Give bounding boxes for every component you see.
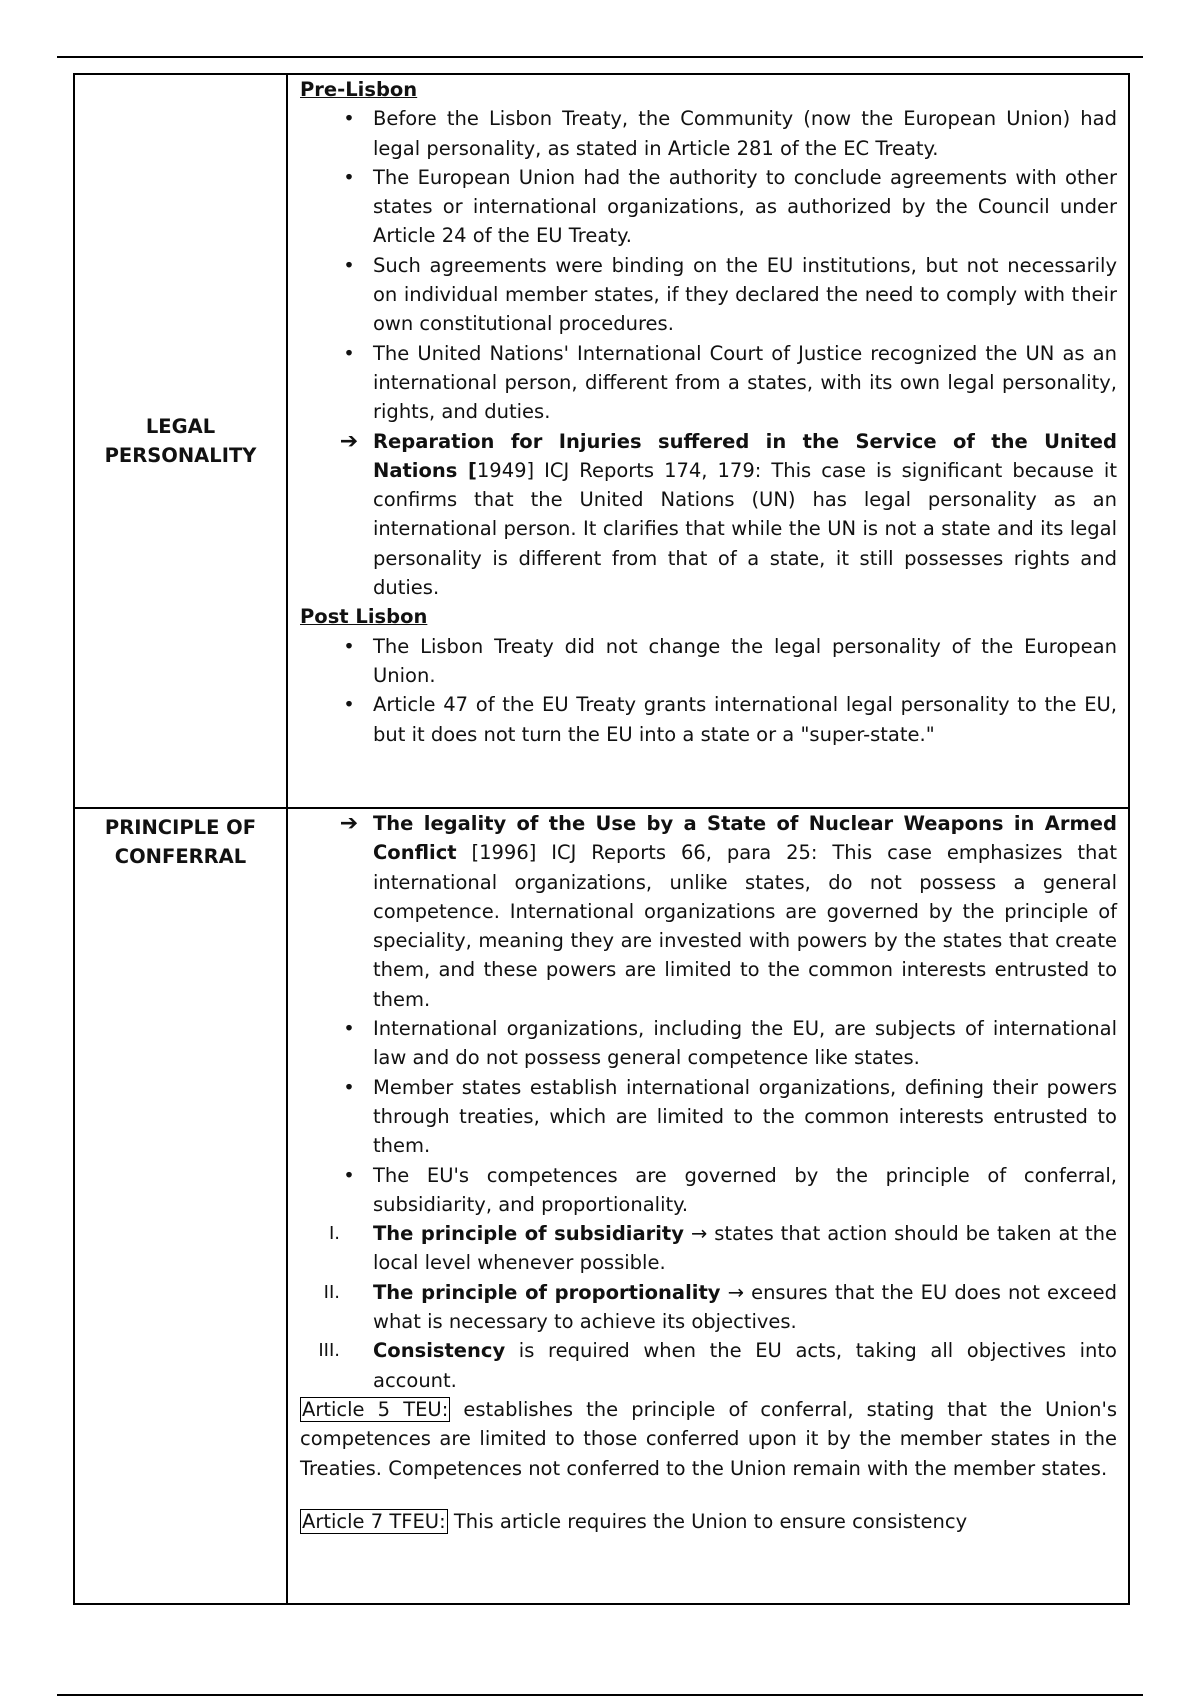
numbered-item: III. Consistency is required when the EU acts, taking all objectives into account. (300, 1336, 1117, 1395)
conferral-list (300, 809, 1117, 1395)
notes-table (73, 73, 1130, 1605)
pre-lisbon-heading: Pre-Lisbon (300, 78, 418, 101)
bullet-icon: • (343, 1017, 355, 1041)
arrow-icon: → (720, 1280, 752, 1304)
list-item: • Member states establish international organizations, defining their powers through treaties, which are limited to the common interests entrusted to them. (300, 1073, 1117, 1161)
list-item: • Such agreements were binding on the EU institutions, but not necessarily on individual member states, if they declared the need to comply with their own constitutional procedures. (300, 251, 1117, 339)
table-row-conferral (74, 808, 1129, 1604)
list-item: • Before the Lisbon Treaty, the Community (now the European Union) had legal personality, as stated in Article 281 of the EC Treaty. (300, 104, 1117, 163)
case-title: The legality of the Use by a State of Nuclear Weapons in Armed Conflict (373, 812, 1117, 865)
bullet-icon: • (343, 253, 355, 277)
table-row-legal-personality (74, 74, 1129, 808)
bullet-icon: • (343, 634, 355, 658)
bullet-icon: • (343, 693, 355, 717)
list-item: • Article 47 of the EU Treaty grants international legal personality to the EU, but it does not turn the EU into a state or a "super-state." (300, 690, 1117, 749)
case-title: Reparation for Injuries suffered in the Service of the United Nations [ (373, 429, 1117, 482)
item-number: III. (318, 1340, 340, 1362)
header-rule (57, 56, 1143, 58)
list-item: • The European Union had the authority to conclude agreements with other states or international organizations, as authorized by the Council under Article 24 of the EU Treaty. (300, 163, 1117, 251)
list-item: • International organizations, including the EU, are subjects of international law and do not possess general competence like states. (300, 1014, 1117, 1073)
arrow-right-icon: ➔ (339, 428, 359, 454)
numbered-item: II. The principle of proportionality → ensures that the EU does not exceed what is necessary to achieve its objectives. (300, 1278, 1117, 1337)
item-number: I. (328, 1223, 340, 1245)
article-reference: Article 7 TFEU: (302, 1509, 446, 1533)
bullet-icon: • (343, 107, 355, 131)
list-item: • The Lisbon Treaty did not change the legal personality of the European Union. (300, 632, 1117, 691)
label-text: PRINCIPLE OF CONFERRAL (104, 816, 257, 869)
arrow-right-icon: ➔ (339, 811, 359, 836)
bullet-icon: • (343, 165, 355, 189)
article-7-tfeu-paragraph: Article 7 TFEU: This article requires the Union to ensure consistency (302, 1509, 968, 1533)
bullet-icon: • (343, 341, 355, 365)
row-label-conferral (74, 808, 287, 1604)
item-number: II. (323, 1281, 340, 1303)
footer-rule (57, 1694, 1143, 1696)
list-item: • The EU's competences are governed by the principle of conferral, subsidiarity, and proportionality. (300, 1161, 1117, 1220)
label-text: LEGAL PERSONALITY (104, 414, 257, 467)
case-item-nuclear-weapons (300, 809, 1117, 1014)
article-reference: Article 5 TEU: (302, 1397, 449, 1421)
list-item: • The United Nations' International Court of Justice recognized the UN as an international person, different from a states, with its own legal personality, rights, and duties. (300, 339, 1117, 427)
row-content-legal-personality (287, 74, 1129, 808)
post-lisbon-heading: Post Lisbon (300, 605, 428, 629)
bullet-icon: • (343, 1075, 355, 1099)
pre-lisbon-list (300, 104, 1117, 602)
case-text: [1996] ICJ Reports 66, para 25: This case emphasizes that international organizations, unlike states, do not possess a general competence. International organizations are governed by the principle of speciality, meaning they are invested with powers by the states that create them, and these powers are limited to the common interests entrusted to them. (373, 841, 1117, 1011)
row-label-legal-personality (74, 74, 287, 808)
row-content-conferral (287, 808, 1129, 1604)
case-item-reparation (300, 427, 1117, 603)
case-text: 1949] ICJ Reports 174, 179: This case is significant because it confirms that the United Nations (UN) has legal personality as an international person. It clarifies that while the UN is not a state and its legal personality is different from that of a state, it still possesses rights and duties. (373, 458, 1117, 600)
paragraph-spacer (300, 1483, 1117, 1507)
post-lisbon-list (300, 632, 1117, 749)
arrow-icon: → (683, 1222, 715, 1246)
article-5-teu-paragraph: Article 5 TEU: establishes the principle of conferral, stating that the Union's competences are limited to those conferred upon it by the member states in the Treaties. Competences not conferred to the Union remain with the member states. (300, 1397, 1117, 1480)
numbered-item: I. The principle of subsidiarity → states that action should be taken at the local level whenever possible. (300, 1219, 1117, 1278)
bullet-icon: • (343, 1163, 355, 1187)
